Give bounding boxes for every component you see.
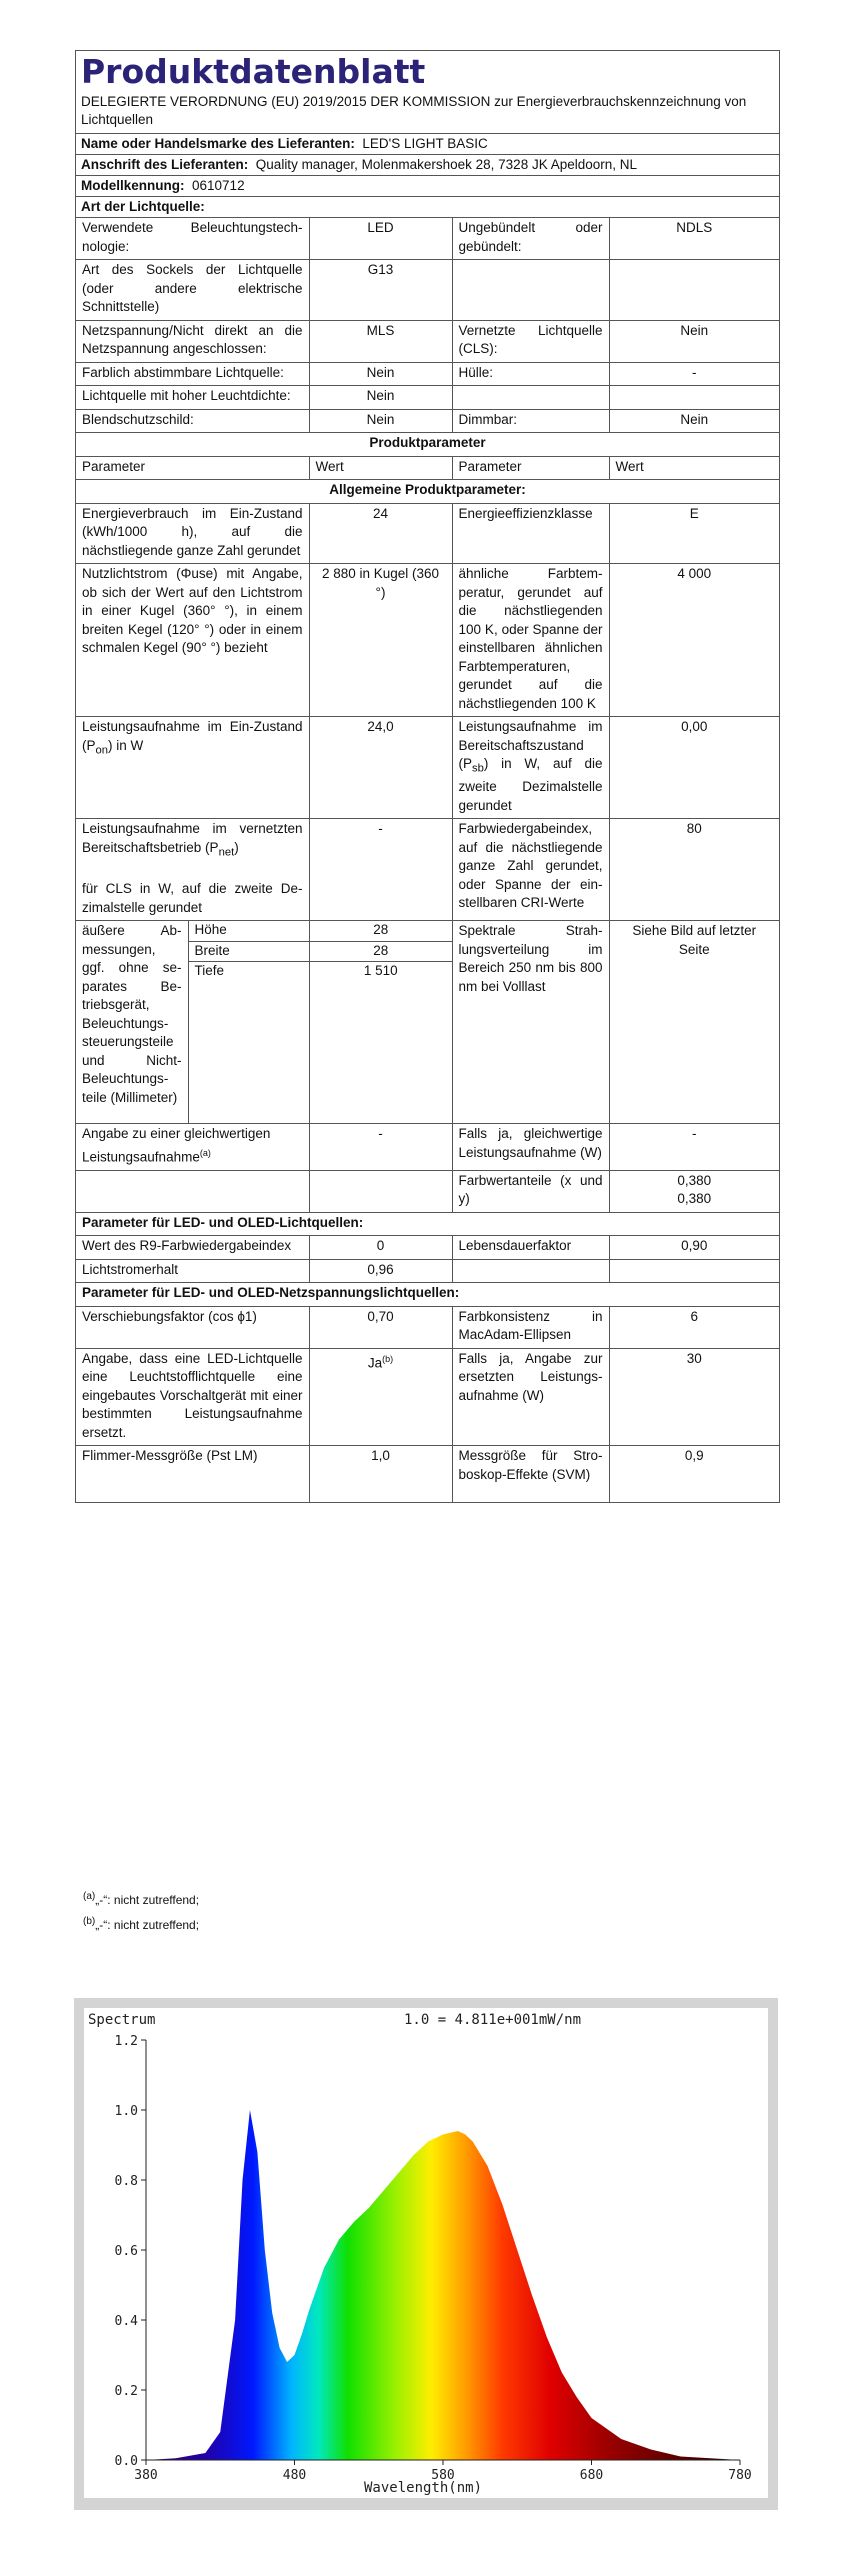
chroma-value: 0,380 0,380 [609,1170,779,1212]
table-row [76,1446,779,1503]
antiglare-label: Blendschutzschild: [76,409,309,433]
table-row [76,433,779,457]
mains-heading: Parameter für LED- und OLED-Netzspannungslichtquellen: [76,1283,779,1307]
params-heading: Produktparameter [76,433,779,457]
chart-scale-note: 1.0 = 4.811e+001mW/nm [404,2012,582,2028]
width-value: 28 [309,941,452,962]
flux-label: Nutzlichtstrom (Φuse) mit Angabe, ob sich der Wert auf den Lichtstrom in einer Kugel (360° °), in einem breiten Kegel (120° °) oder in einem schmalen Kegel (90° °) bezieht [76,564,309,717]
table-row [76,503,779,564]
socket-label: Art des Sockels der Lichtquelle (oder andere elektrische Schnittstelle) [76,260,309,321]
table-row [76,717,779,819]
dimmable-label: Dimmbar: [452,409,609,433]
table-row [76,1306,779,1348]
focus-value: NDLS [609,218,779,260]
antiglare-value: Nein [309,409,452,433]
table-row [76,564,779,717]
pnet-value: - [309,819,452,921]
model-row [76,176,779,197]
footnote-a: $^{(a)}$„-“: nicht zutreffend; [83,1891,200,1907]
table-header-row [76,456,779,480]
type-heading: Art der Lichtquelle: [76,197,779,218]
equiv-power-label: Falls ja, gleichwertige Leistungsaufnahme (W) [452,1124,609,1171]
eclass-label: Energieeffizienzklasse [452,503,609,564]
replace-value: Ja$^{(b)}$ [309,1348,452,1446]
x-tick-label: 480 [282,2468,307,2483]
table-row [76,1283,779,1307]
general-heading: Allgemeine Produktparameter: [76,480,779,504]
height-value: 28 [309,921,452,941]
dims-label: äußere Abmessungen, ggf. ohne separates Betriebsgerät, Beleuchtungssteuerungsteile und Nicht-Beleuchtungsteile (Millimeter) [76,921,188,1123]
focus-label: Ungebündelt oder gebündelt: [452,218,609,260]
footnote-b: $^{(b)}$„-“: nicht zutreffend; [83,1916,200,1932]
y-tick-label: 0.6 [114,2244,138,2259]
spd-value: Siehe Bild auf letzter Seite [609,921,779,1124]
table-row [76,1124,779,1171]
r9-label: Wert des R9-Farbwiedergabeindex [76,1236,309,1260]
footnotes [83,1886,199,1936]
dpf-label: Verschiebungsfaktor (cos ϕ1) [76,1306,309,1348]
spectrum-chart [74,1998,778,2510]
y-tick-label: 1.0 [114,2104,138,2119]
strobo-label: Messgröße für Stroboskop-Effekte (SVM) [452,1446,609,1503]
col-value-header-2: Wert [609,456,779,480]
supplier-address-row [76,155,779,176]
supplier-address-value: Quality manager, Molenmakershoek 28, 7328 JK Apeldoorn, NL [255,157,638,172]
dimensions-cell [76,921,452,1124]
survival-label: Lebensdauerfaktor [452,1236,609,1260]
table-row [76,362,779,386]
energy-label: Energieverbrauch im Ein-Zustand (kWh/1000 h), auf die nächstliegende ganze Zahl gerundet [76,503,309,564]
cri-value: 80 [609,819,779,921]
table-row [76,409,779,433]
psb-label: Leistungsaufnahme im Bereitschaftszustand $(P_{sb})$ in W, auf die zweite Dezimalstelle gerundet [452,717,609,819]
table-row [76,320,779,362]
lumen-maint-value: 0,96 [309,1259,452,1283]
depth-value: 1 510 [363,963,398,979]
table-row [76,921,779,1124]
table-row [76,260,779,321]
regulation-text: DELEGIERTE VERORDNUNG (EU) 2019/2015 DER KOMMISSION zur Energieverbrauchskennzeichnung von Lichtquellen [76,91,779,134]
page-title: Produktdatenblatt [81,52,426,91]
table-row [76,819,779,921]
depth-label: Tiefe [188,962,309,1124]
cct-label: ähnliche Farbtemperatur, gerundet auf die nächstliegenden 100 K, oder Spanne der einstellbaren ähnlichen Farbtemperaturen, gerundet auf die nächstliegenden 100 K [452,564,609,717]
x-tick-label: 380 [134,2468,158,2483]
supplier-address-label: Anschrift des Lieferanten: [81,157,249,172]
cls-label: Vernetzte Lichtquelle (CLS): [452,320,609,362]
highlum-value: Nein [309,386,452,410]
spectrum-chart-svg [74,1998,778,2510]
dimmable-value: Nein [609,409,779,433]
eclass-value: E [609,503,779,564]
consistency-label: Farbkonsistenz in MacAdam-Ellipsen [452,1306,609,1348]
r9-value: 0 [309,1236,452,1260]
col-param-header-2: Parameter [452,456,609,480]
tech-value: LED [309,218,452,260]
replace-power-label: Falls ja, Angabe zur ersetzten Leistungsaufnahme (W) [452,1348,609,1446]
x-tick-label: 680 [579,2468,604,2483]
equiv-value: - [309,1124,452,1171]
equiv-power-value: - [609,1124,779,1171]
lumen-maint-label: Lichtstromerhalt [76,1259,309,1283]
highlum-label: Lichtquelle mit hoher Leuchtdichte: [76,386,309,410]
cls-value: Nein [609,320,779,362]
socket-value: G13 [309,260,452,321]
flicker-value: 1,0 [309,1446,452,1503]
supplier-name-row [76,134,779,155]
mains-value: MLS [309,320,452,362]
tunable-value: Nein [309,362,452,386]
supplier-name-label: Name oder Handelsmarke des Lieferanten: [81,136,355,151]
pon-value: 24,0 [309,717,452,819]
table-row [76,1212,779,1236]
table-row [76,1259,779,1283]
tunable-label: Farblich abstimmbare Lichtquelle: [76,362,309,386]
flux-value: 2 880 in Kugel (360 °) [309,564,452,717]
x-tick-label: 780 [728,2468,752,2483]
y-tick-label: 0.8 [114,2174,138,2189]
table-row [76,386,779,410]
pon-label: Leistungsaufnahme im Ein-Zustand $(P_{on})$ in W [76,717,309,819]
model-label: Modellkennung: [81,178,185,193]
led-heading: Parameter für LED- und OLED-Lichtquellen: [76,1212,779,1236]
y-tick-label: 0.2 [114,2384,138,2399]
supplier-name-value: LED'S LIGHT BASIC [362,136,488,151]
survival-value: 0,90 [609,1236,779,1260]
flicker-label: Flimmer-Messgröße (Pst LM) [76,1446,309,1503]
x-axis-label: Wavelength(nm) [364,2480,483,2496]
col-param-header: Parameter [76,456,309,480]
cct-value: 4 000 [609,564,779,717]
chroma-label: Farbwertanteile (x und y) [452,1170,609,1212]
psb-value: 0,00 [609,717,779,819]
dpf-value: 0,70 [309,1306,452,1348]
consistency-value: 6 [609,1306,779,1348]
width-label: Breite [188,941,309,962]
x-tick-label: 580 [431,2468,455,2483]
replace-power-value: 30 [609,1348,779,1446]
table-row [76,218,779,260]
strobo-value: 0,9 [684,1448,704,1464]
y-tick-label: 0.4 [114,2314,138,2329]
pnet-label: Leistungsaufnahme im vernetzten Bereitschaftsbetrieb $(P_{net})$ für CLS in W, auf die zweite Dezimalstelle gerundet [76,819,309,921]
height-label: Höhe [188,921,309,941]
equiv-label: Angabe zu einer gleichwertigen Leistungsaufnahme$^{(a)}$ [76,1124,309,1171]
product-data-sheet [75,50,780,1503]
chart-title: Spectrum [88,2012,156,2028]
tech-label: Verwendete Beleuchtungstechnologie: [76,218,309,260]
cri-label: Farbwiedergabeindex, auf die nächstliegende ganze Zahl gerundet, oder Spanne der einstellbaren CRI-Werte [452,819,609,921]
model-value: 0610712 [192,178,245,193]
y-tick-label: 0.0 [114,2454,138,2469]
table-row [76,1170,779,1212]
table-row [76,1236,779,1260]
spd-label: Spektrale Strahlungsverteilung im Bereich 250 nm bis 800 nm bei Volllast [452,921,609,1124]
energy-value: 24 [309,503,452,564]
envelope-label: Hülle: [452,362,609,386]
parameter-table [76,218,779,1502]
table-row [76,480,779,504]
col-value-header: Wert [309,456,452,480]
y-tick-label: 1.2 [114,2034,138,2049]
envelope-value: - [609,362,779,386]
table-row [76,1348,779,1446]
mains-label: Netzspannung/Nicht direkt an die Netzspannung angeschlossen: [76,320,309,362]
replace-label: Angabe, dass eine LED-Lichtquelle eine Leuchtstofflichtquelle eine eingebautes Vorschaltgerät mit einer bestimmten Leistungsaufnahme ersetzt. [76,1348,309,1446]
